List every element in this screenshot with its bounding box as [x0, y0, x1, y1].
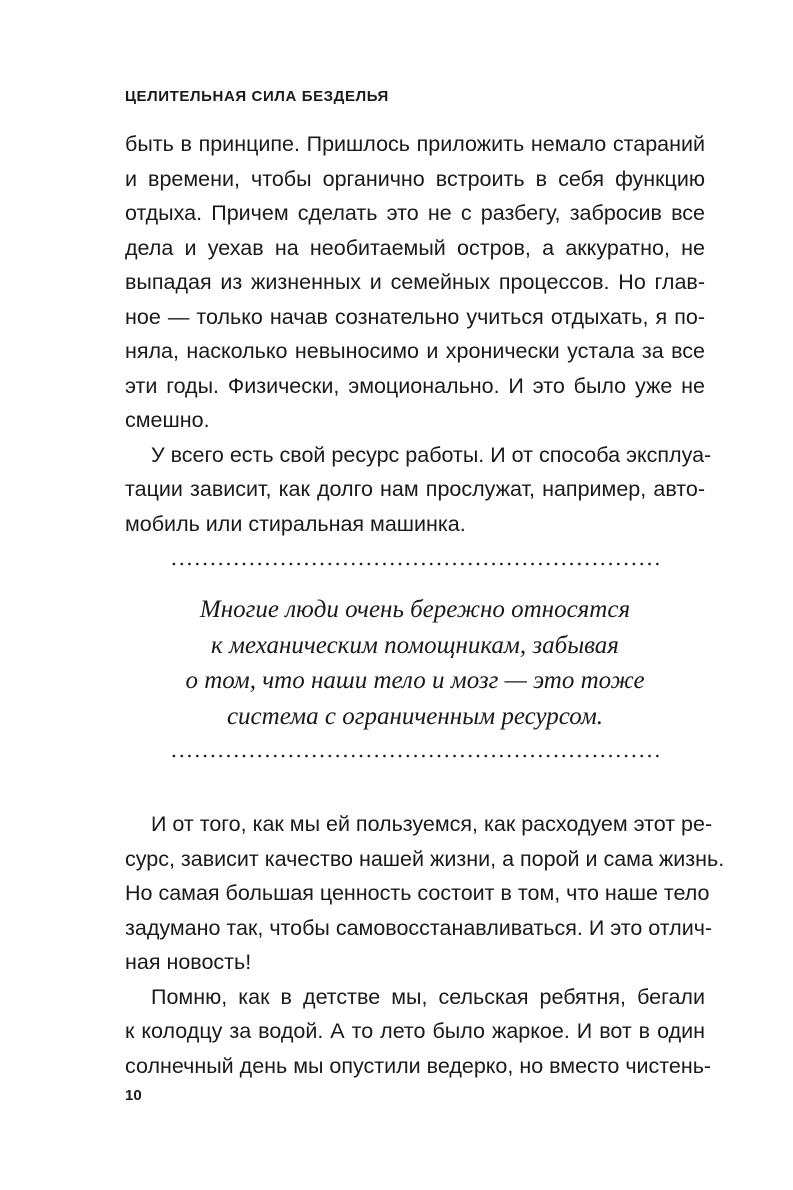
text-line: няла, насколько невыносимо и хронически устала за все — [125, 339, 705, 363]
dotted-divider-bottom — [170, 752, 660, 760]
text-line: отдыха. Причем сделать это не с разбегу, забросив все — [125, 201, 705, 225]
text-line: задумано так, чтобы самовосстанавливаться. И это отлич- — [125, 915, 713, 940]
body-text-bottom — [125, 807, 725, 1083]
text-line: выпадая из жизненных и семейных процессов. Но глав- — [125, 270, 705, 294]
text-line: солнечный день мы опустили ведерко, но вместо чистень- — [125, 1053, 712, 1078]
pull-quote-line: система с ограниченным ресурсом. — [226, 702, 604, 730]
pull-quote — [125, 592, 705, 734]
pull-quote-line: о том, что наши тело и мозг — это тоже — [185, 667, 645, 694]
text-line: дела и уехав на необитаемый остров, а аккуратно, не — [125, 235, 705, 260]
text-line: мобиль или стиральная машинка. — [125, 511, 466, 536]
dotted-divider-top — [170, 560, 660, 568]
text-line: Но самая большая ценность состоит в том, что наше тело — [125, 881, 710, 905]
text-line: и времени, чтобы органично встроить в себя функцию — [125, 166, 705, 191]
pull-quote-line: к механическим помощникам, забывая — [211, 631, 619, 659]
text-line: И от того, как мы ей пользуемся, как расходуем этот ре- — [151, 812, 713, 836]
text-line: ная новость! — [125, 950, 252, 974]
text-line: быть в принципе. Пришлось приложить немало стараний — [125, 132, 705, 156]
text-line: смешно. — [125, 408, 210, 432]
text-line: Помню, как в детстве мы, сельская ребятня, бегали — [151, 984, 705, 1009]
text-line: ное — только начав сознательно учиться отдыхать, я по- — [125, 304, 705, 329]
body-text-top — [125, 127, 712, 541]
text-line: к колодцу за водой. А то лето было жаркое. И вот в один — [125, 1019, 705, 1043]
pull-quote-line: Многие люди очень бережно относятся — [199, 596, 631, 623]
text-line: тации зависит, как долго нам прослужат, например, авто- — [125, 477, 705, 501]
running-head: ЦЕЛИТЕЛЬНАЯ СИЛА БЕЗДЕЛЬЯ — [125, 88, 389, 105]
text-line: эти годы. Физически, эмоционально. И это было уже не — [125, 373, 705, 398]
text-line: У всего есть свой ресурс работы. И от способа эксплуа- — [151, 442, 712, 467]
text-line: сурс, зависит качество нашей жизни, а порой и сама жизнь. — [125, 846, 725, 871]
page-number: 10 — [125, 1087, 142, 1104]
